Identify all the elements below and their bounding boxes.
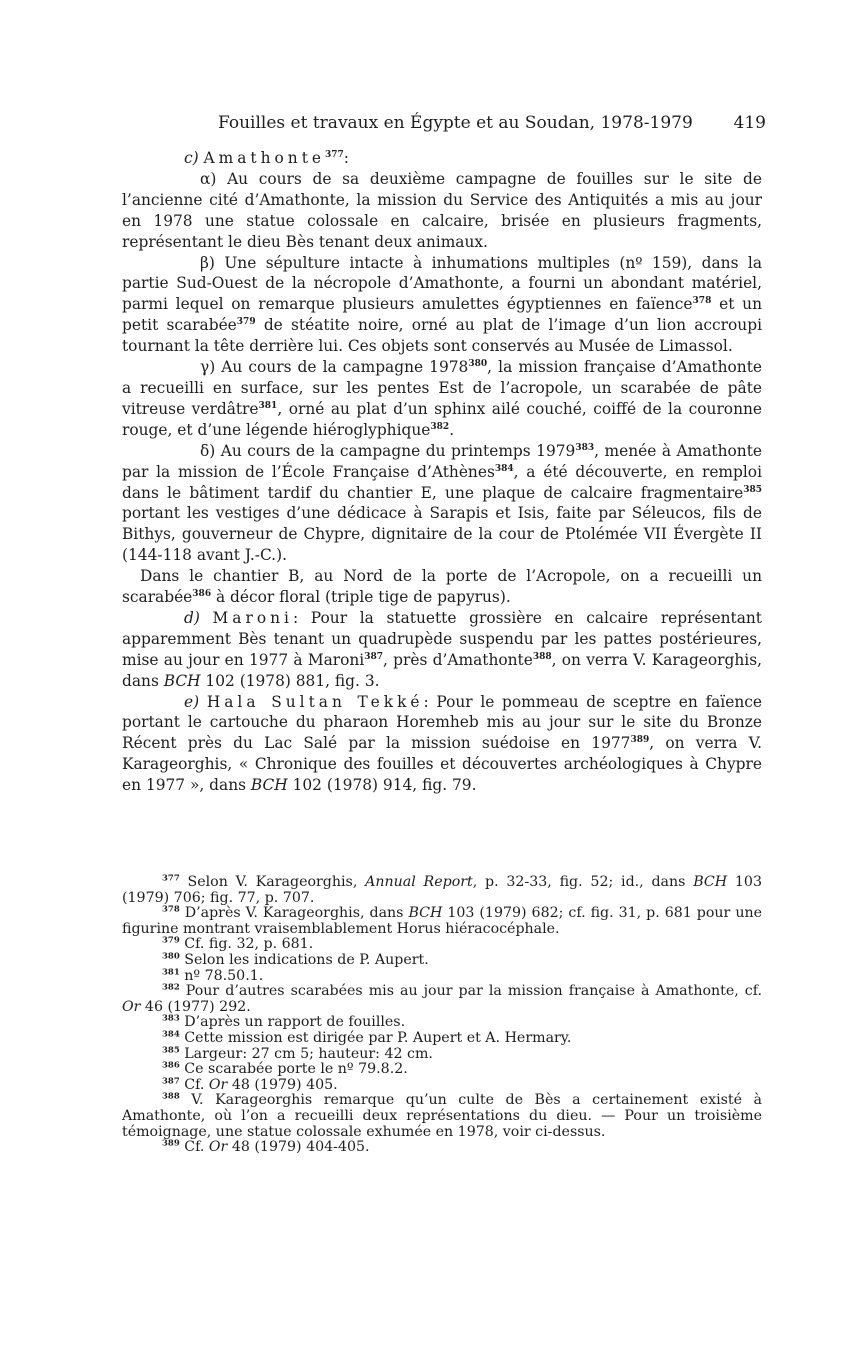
footnote: $^{379}$ Cf. fig. 32, p. 681.	[162, 935, 314, 953]
footnote: $^{388}$ V. Karageorghis remarque qu’un culte de Bès a certainement existé à Amathonte, où l’on a recueilli deux représentations du dieu. — Pour un troisième témoignage, une statue colossale exhumée en 1978, voir ci-dessus.	[122, 1091, 762, 1140]
running-title: Fouilles et travaux en Égypte et au Soudan, 1978-1979	[218, 113, 693, 133]
footnote-ref-385: 385	[743, 484, 762, 495]
running-header	[218, 110, 766, 136]
site-name-amathonte: Amathonte	[203, 149, 325, 167]
paragraph-chantier-b: Dans le chantier B, au Nord de la porte de l’Acropole, on a recueilli un scarabée$^{386}$ à décor floral (triple tige de papyrus).	[122, 567, 762, 607]
section-d-maroni: d) Maroni: Pour la statuette grossière en calcaire représentant apparemment Bès tenant un quadrupède suspendu par les pattes postérieures, mise au jour en 1977 à Maroni$^{387}$, près d’Amathonte$^{388}$, on verra V. Karageorghis, dans BCH 102 (1978) 881, fig. 3.	[122, 608, 763, 690]
footnote-ref-378: 378	[692, 296, 712, 307]
site-name-hala-sultan-tekke: Hala Sultan Tekké	[206, 692, 424, 711]
footnote: $^{386}$ Ce scarabée porte le nº 79.8.2.	[162, 1060, 408, 1078]
footnote-ref-382: 382	[430, 421, 450, 432]
main-text	[122, 148, 762, 796]
footnote: $^{378}$ D’après V. Karageorghis, dans BCH 103 (1979) 682; cf. fig. 31, p. 681 pour une figurine montrant vraisemblablement Horus hiéracocéphale.	[122, 904, 762, 937]
footnote: $^{385}$ Largeur: 27 cm 5; hauteur: 42 cm.	[162, 1044, 433, 1062]
footnote-ref-379: 379	[236, 317, 256, 328]
footnote: $^{389}$ Cf. Or 48 (1979) 404-405.	[162, 1138, 370, 1156]
footnote-ref-380: 380	[468, 358, 488, 369]
footnote-ref-389: 389	[630, 735, 650, 746]
section-c-heading: c) Amathonte$^{377}$:	[184, 149, 349, 167]
footnote: $^{381}$ nº 78.50.1.	[162, 966, 264, 984]
page-number: 419	[733, 113, 766, 133]
site-name-maroni: Maroni	[212, 608, 293, 627]
footnote-ref-388: 388	[532, 651, 552, 662]
paragraph-gamma: γ) Au cours de la campagne 1978$^{380}$, la mission française d’Amathonte a recueilli en surface, sur les pentes Est de l’acropole, un scarabée de pâte vitreuse verdâtre$^{381}$, orné au plat d’un sphinx ailé couché, coiffé de la couronne rouge, et d’une légende hiéroglyphique$^{382}$.	[122, 358, 762, 439]
paragraph-beta: β) Une sépulture intacte à inhumations multiples (nº 159), dans la partie Sud-Ouest de la nécropole d’Amathonte, a fourni un abondant matériel, parmi lequel on remarque plusieurs amulettes égyptiennes en faïence$^{378}$ et un petit scarabée$^{379}$ de stéatite noire, orné au plat de l’image d’un lion accroupi tournant la tête derrière lui. Ces objets sont conservés au Musée de Limassol.	[122, 253, 763, 356]
paragraph-delta: δ) Au cours de la campagne du printemps 1979$^{383}$, menée à Amathonte par la mission de l’École Française d’Athènes$^{384}$, a été découverte, en remploi dans le bâtiment tardif du chantier E, une plaque de calcaire fragmentaire$^{385}$ portant les vestiges d’une dédicace à Sarapis et Isis, faite par Séleucos, fils de Bithys, gouverneur de Chypre, dignitaire de la cour de Ptolémée VII Évergète II (144-118 avant J.-C.).	[122, 441, 763, 565]
footnote: $^{387}$ Cf. Or 48 (1979) 405.	[162, 1075, 338, 1093]
footnote-ref-386: 386	[192, 588, 212, 599]
footnotes	[122, 875, 762, 1156]
footnote-ref-377: 377	[324, 149, 344, 160]
footnote-ref-383: 383	[575, 442, 595, 453]
section-e-hala-sultan-tekke: e) Hala Sultan Tekké: Pour le pommeau de sceptre en faïence portant le cartouche du pharaon Horemheb mis au jour sur le site du Bronze Récent près du Lac Salé par la mission suédoise en 1977$^{389}$, on verra V. Karageorghis, « Chronique des fouilles et découvertes archéologiques à Chypre en 1977 », dans BCH 102 (1978) 914, fig. 79.	[122, 692, 762, 795]
footnote: $^{382}$ Pour d’autres scarabées mis au jour par la mission française à Amathonte, cf. Or 46 (1977) 292.	[122, 982, 762, 1015]
footnote-ref-381: 381	[258, 400, 278, 411]
footnote: $^{384}$ Cette mission est dirigée par P. Aupert et A. Hermary.	[162, 1029, 572, 1046]
footnote-ref-384: 384	[494, 463, 514, 474]
paragraph-alpha: α) Au cours de sa deuxième campagne de fouilles sur le site de l’ancienne cité d’Amathonte, la mission du Service des Antiquités a mis au jour en 1978 une statue colossale en calcaire, brisée en plusieurs fragments, représentant le dieu Bès tenant deux animaux.	[122, 169, 762, 251]
footnote-ref-387: 387	[364, 651, 384, 662]
footnote: $^{383}$ D’après un rapport de fouilles.	[162, 1013, 406, 1031]
footnote: $^{377}$ Selon V. Karageorghis, Annual Report, p. 32-33, fig. 52; id., dans BCH 103 (1979) 706; fig. 77, p. 707.	[122, 873, 762, 906]
footnote: $^{380}$ Selon les indications de P. Aupert.	[162, 951, 429, 968]
